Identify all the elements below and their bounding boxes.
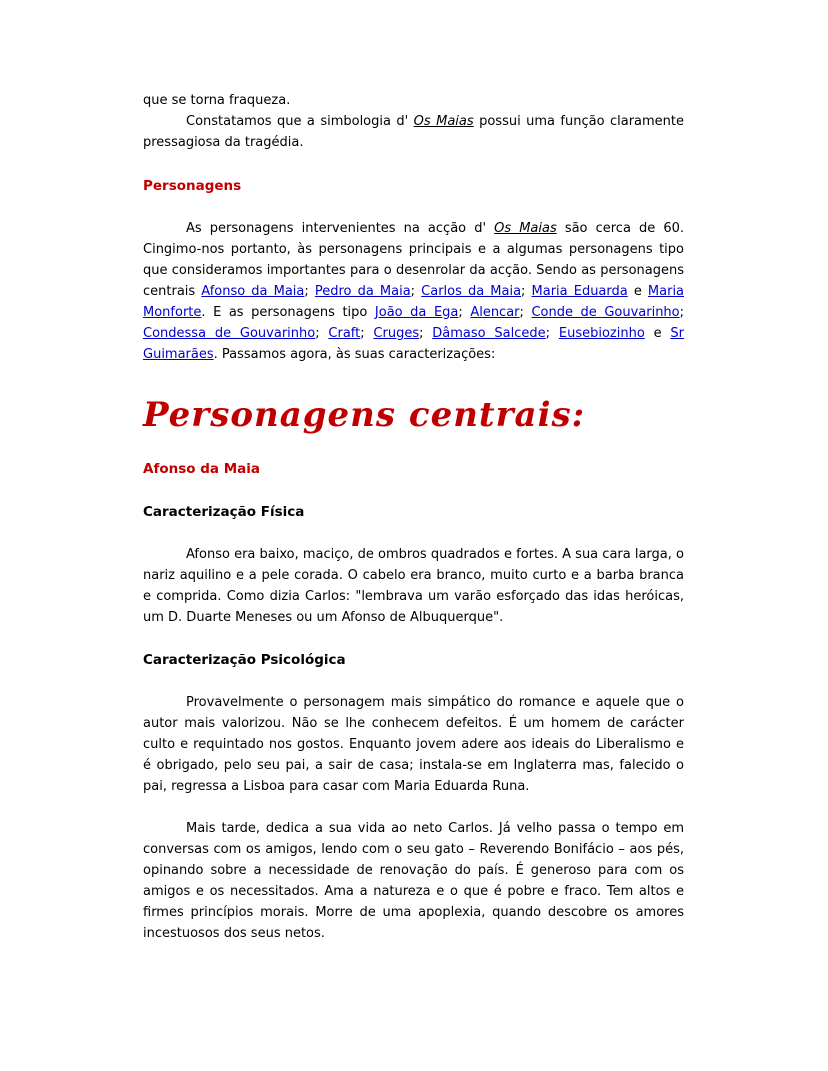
condessa-de-gouvarinho-link[interactable]: Condessa de Gouvarinho — [143, 326, 316, 341]
text-run: . E as personagens tipo — [201, 305, 375, 320]
paragraph-caracterizacao-fisica — [143, 544, 684, 628]
carlos-da-maia-link[interactable]: Carlos da Maia — [421, 284, 522, 299]
text-run: Personagens centrais: — [143, 395, 586, 435]
text-run: ; — [458, 305, 471, 320]
text-run: Afonso da Maia — [143, 461, 260, 477]
text-run: . Passamos agora, às suas caracterizações: — [213, 347, 496, 362]
text-run: e — [627, 284, 648, 299]
paragraph-continuation — [143, 90, 684, 111]
text-run: que se torna fraqueza. — [143, 93, 291, 108]
text-run: As personagens intervenientes na acção d' — [186, 221, 495, 236]
text-run: são cerca de 60. Cingimo-nos portanto, às personagens principais e a algumas personagens tipo que consideramos importantes para o desenrolar da acção. Sendo as personagens centrais — [143, 221, 685, 299]
text-run: Constatamos que a simbologia d' — [186, 114, 414, 129]
text-run: ; — [360, 326, 374, 341]
paragraph-psicologica-1 — [143, 692, 684, 797]
text-run: possui uma função claramente pressagiosa da tragédia. — [143, 114, 685, 150]
text-run: ; — [519, 305, 532, 320]
joao-da-ega-link[interactable]: João da Ega — [374, 305, 459, 320]
text-run: ; — [304, 284, 315, 299]
os-maias-link[interactable]: Os Maias — [494, 221, 557, 236]
craft-link[interactable]: Craft — [328, 326, 361, 341]
text-run: Personagens — [143, 178, 242, 194]
text-run: Mais tarde, dedica a sua vida ao neto Carlos. Já velho passa o tempo em conversas com os amigos, lendo com o seu gato – Reverendo Bonifácio – aos pés, opinando sobre a necessidade de renovação do país. É generoso para com os amigos e os necessitados. Ama a natureza e o que é pobre e fraco. Tem altos e firmes princípios morais. Morre de uma apoplexia, quando descobre os amores incestuosos dos seus netos. — [143, 821, 684, 941]
text-run: Provavelmente o personagem mais simpático do romance e aquele que o autor mais valorizou. Não se lhe conhecem defeitos. É um homem de carácter culto e requintado nos gostos. Enquanto jovem adere aos ideais do Liberalismo e é obrigado, pelo seu pai, a sair de casa; instala-se em Inglaterra mas, falecido o pai, regressa a Lisboa para casar com Maria Eduarda Runa. — [143, 695, 684, 794]
text-run: ; — [545, 326, 559, 341]
afonso-da-maia-link[interactable]: Afonso da Maia — [201, 284, 305, 299]
subheading-caracterizacao-psicologica — [143, 650, 684, 671]
damaso-salcede-link[interactable]: Dâmaso Salcede — [432, 326, 546, 341]
maria-eduarda-link[interactable]: Maria Eduarda — [531, 284, 628, 299]
sr-guimaraes-link[interactable]: Sr Guimarães — [143, 326, 684, 362]
paragraph-psicologica-2 — [143, 818, 684, 944]
paragraph-personagens-intro — [143, 218, 684, 365]
display-heading-personagens-centrais — [143, 395, 684, 435]
alencar-link[interactable]: Alencar — [470, 305, 520, 320]
maria-monforte-link[interactable]: Maria Monforte — [143, 284, 685, 320]
text-run: e — [644, 326, 671, 341]
paragraph-simbologia — [143, 111, 684, 153]
text-run: ; — [679, 305, 685, 320]
text-run: Afonso era baixo, maciço, de ombros quadrados e fortes. A sua cara larga, o nariz aquilino e a pele corada. O cabelo era branco, muito curto e a barba branca e comprida. Como dizia Carlos: "lembrava um varão esforçado das idas heróicas, um D. Duarte Meneses ou um Afonso de Albuquerque". — [143, 547, 684, 625]
text-run: ; — [521, 284, 532, 299]
subheading-afonso-da-maia — [143, 459, 684, 480]
text-run: ; — [419, 326, 433, 341]
text-run: ; — [410, 284, 422, 299]
conde-de-gouvarinho-link[interactable]: Conde de Gouvarinho — [531, 305, 680, 320]
eusebiozinho-link[interactable]: Eusebiozinho — [558, 326, 645, 341]
text-run: Caracterização Psicológica — [143, 652, 346, 668]
cruges-link[interactable]: Cruges — [373, 326, 420, 341]
text-run: Caracterização Física — [143, 504, 305, 520]
os-maias-link[interactable]: Os Maias — [413, 114, 474, 129]
pedro-da-maia-link[interactable]: Pedro da Maia — [314, 284, 411, 299]
document-content — [143, 90, 684, 944]
text-run: ; — [315, 326, 329, 341]
subheading-caracterizacao-fisica — [143, 502, 684, 523]
section-heading-personagens — [143, 176, 684, 197]
